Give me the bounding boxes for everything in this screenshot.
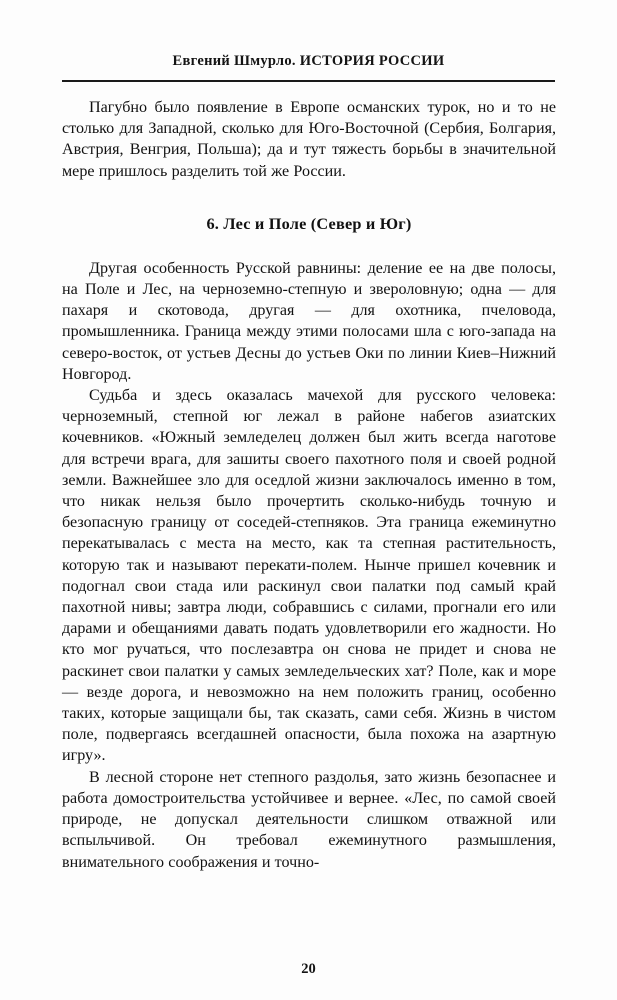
- running-head: [0, 52, 617, 70]
- paragraph: Другая особенность Русской равнины: деление ее на две полосы, на Поле и Лес, на черноземно-степную и звероловную; одна — для пахаря и скотовода, другая — для охотника, пчеловода, промышленника. Граница между этими полосами шла с юго-запада на северо-восток, от устьев Десны до устьев Оки по линии Киев–Нижний Новгород.: [62, 259, 556, 383]
- running-head-title: Евгений Шмурло. ИСТОРИЯ РОССИИ: [172, 53, 445, 69]
- paragraph: Судьба и здесь оказалась мачехой для русского человека: черноземный, степной юг лежал в районе набегов азиатских кочевников. «Южный земледелец должен был жить всегда наготове для встречи врага, для зашиты своего пахотного поля и своей родной земли. Важнейшее зло для оседлой жизни заключалось именно в том, что никак нельзя было прочертить сколько-нибудь точную и безопасную границу от соседей-степняков. Эта граница ежеминутно перекатывалась с места на место, как та степная растительность, которую так и называют перекати-полем. Нынче пришел кочевник и подогнал свои стада или раскинул свои палатки под самый край пахотной нивы; завтра люди, собравшись с силами, прогнали его или дарами и обещаниями давать подать удовлетворили его жадности. Но кто мог ручаться, что послезавтра он снова не придет и снова не раскинет свои палатки у самых земледельческих хат? Поле, как и море — везде дорога, и невозможно на нем положить границ, особенно таких, которые защищали бы, так сказать, сами себя. Жизнь в чистом поле, подвергаясь всегдашней опасности, была похожа на азартную игру».: [62, 387, 556, 765]
- text-block: [62, 97, 556, 873]
- section-heading: 6. Лес и Поле (Север и Юг): [206, 213, 412, 233]
- paragraph: В лесной стороне нет степного раздолья, зато жизнь безопаснее и работа домостроительства устойчивее и вернее. «Лес, по самой своей природе, не допускал деятельности слишком отважной или вспыльчивой. Он требовал ежеминутного размышления, внимательного соображения и точно-: [62, 768, 556, 871]
- page-number: 20: [301, 961, 316, 977]
- paragraph: Пагубно было появление в Европе османских турок, но и то не столько для Западной, сколько для Юго-Восточной (Сербия, Болгария, Австрия, Венгрия, Польша); да и тут тяжесть борьбы в значительной мере пришлось разделить той же России.: [62, 99, 556, 180]
- header-rule: [62, 80, 555, 82]
